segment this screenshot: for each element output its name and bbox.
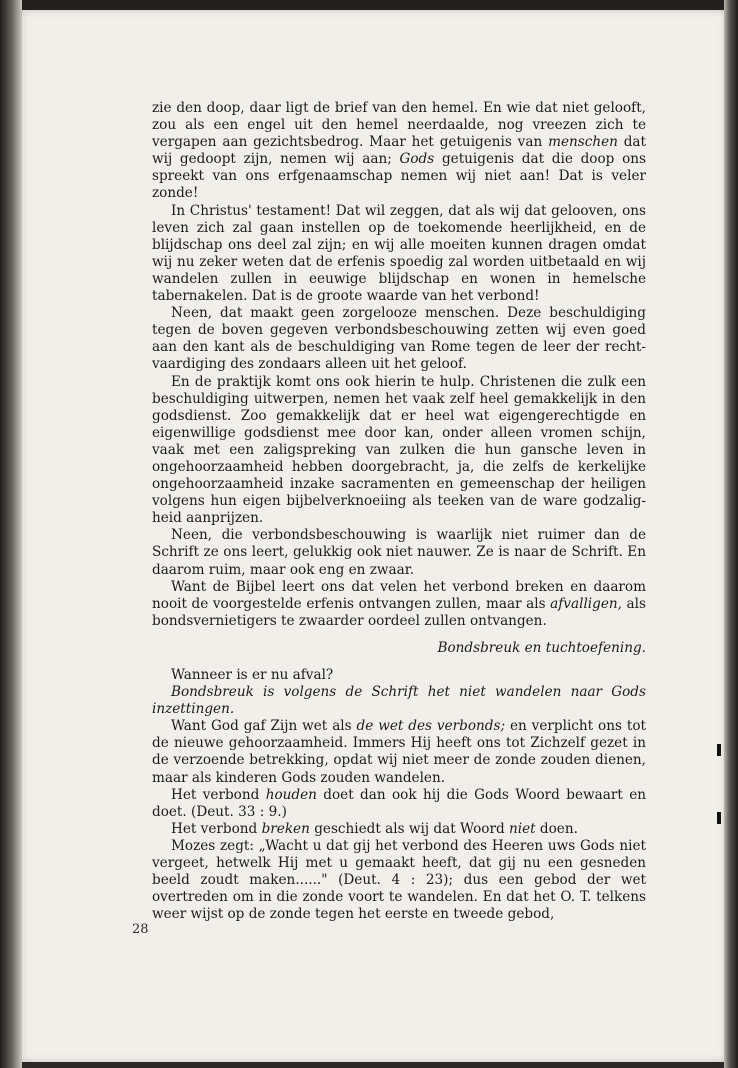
text-segment: Wanneer is er nu afval?: [171, 667, 334, 683]
text-segment: doen.: [535, 820, 578, 837]
scan-right-edge: [724, 0, 738, 1068]
text-segment: Neen, die verbondsbeschouwing is waarlijk niet ruimer dan de Schrift ze ons leert, gelukkig ook niet nauwer. Ze is naar de Schrift. En daarom ruim, maar ook eng en zwaar.: [152, 527, 646, 578]
text-segment: In Christus' testament! Dat wil zeggen, dat als wij dat gelooven, ons leven zich zal gaan instellen op de toekomende heerlijkheid, en de blijdschap ons deel zal zijn; en wij alle moeiten kunnen dragen omdat wij nu zeker weten dat de erfenis spoedig zal worden uitbetaald en wij wandelen zullen in eeuwige blijdschap en wonen in hemelsche tabernakelen. Dat is de groote waarde van het verbond!: [152, 202, 646, 305]
paragraph-p2: [152, 203, 646, 306]
scan-left-edge: [0, 0, 22, 1068]
italic-text: menschen: [548, 134, 618, 151]
text-segment: Want God gaf Zijn wet als: [171, 718, 357, 735]
paragraph-p4: [152, 374, 646, 528]
paragraph-p10: [152, 787, 646, 821]
italic-text: breken: [261, 820, 310, 837]
paragraph-p11: [152, 821, 646, 838]
paragraph-p9: [152, 718, 646, 786]
italic-text: niet: [508, 820, 536, 837]
paragraph-p12: [152, 838, 646, 923]
text-segment: dat wij gedoopt zijn, nemen wij aan;: [152, 134, 647, 168]
text-segment: Neen, dat maakt geen zorgelooze menschen. Deze beschuldiging tegen de boven gegeven verbondsbeschouwing zetten wij even goed aan den kant als de beschuldiging van Rome tegen de leer der recht-vaardiging des zondaars alleen uit het geloof.: [152, 305, 646, 373]
text-segment: en verplicht ons tot de nieuwe gehoorzaamheid. Immers Hij heeft ons tot Zichzelf gezet in de verzoende betrekking, opdat wij niet meer de zonde zouden dienen, maar als kinderen Gods zouden wandelen.: [152, 718, 646, 786]
italic-text: Gods: [399, 151, 435, 168]
paragraph-p5: [152, 527, 646, 578]
italic-text: afvalligen,: [550, 595, 622, 612]
book-page: [14, 10, 726, 1062]
body-text: [152, 100, 646, 923]
italic-text: Bondsbreuk is volgens de Schrift het niet wandelen naar Gods inzettingen.: [152, 684, 646, 718]
text-segment: doet dan ook hij die Gods Woord bewaart en doet. (Deut. 33 : 9.): [152, 786, 646, 820]
scan-top-edge: [0, 0, 738, 10]
paragraph-p1: [152, 100, 646, 203]
text-segment: Het verbond: [171, 820, 262, 837]
margin-mark: [717, 812, 721, 824]
section-heading: Bondsbreuk en tuchtoefening.: [437, 639, 646, 656]
text-segment: getuigenis dat die doop ons spreekt van ons erfgenaamschap nemen wij niet aan! Dat is veler zonde!: [152, 151, 646, 202]
text-segment: zie den doop, daar ligt de brief van den hemel. En wie dat niet gelooft, zou als een engel uit den hemel neerdaalde, nog vreezen zich te vergapen aan gezichtsbedrog. Maar het getuigenis van: [152, 100, 646, 151]
paragraph-p6: [152, 579, 646, 630]
text-segment: En de praktijk komt ons ook hierin te hulp. Christenen die zulk een beschuldiging uitwerpen, nemen het vaak zelf heel gemakkelijk in den godsdienst. Zoo gemakkelijk dat er heel wat eigengerechtigde en eigenwillige godsdienst mee door kan, onder alleen vromen schijn, vaak met een zaligspreking van zulken die hun gansche leven in ongehoorzaamheid hebben doorgebracht, ja, die zelfs de kerkelijke ongehoorzaamheid inzake sacramenten en gemeenschap der heiligen volgens hun eigen bijbelverknoeiing als teeken van de ware godzalig-heid aanprijzen.: [152, 373, 646, 527]
paragraph-p3: [152, 305, 646, 373]
page-number: 28: [132, 922, 149, 937]
text-segment: als bondsvernietigers te zwaarder oordeel zullen ontvangen.: [152, 595, 646, 629]
paragraph-p8: [152, 684, 646, 718]
text-segment: Mozes zegt: „Wacht u dat gij het verbond des Heeren uws Gods niet vergeet, hetwelk Hij met u gemaakt heeft, dat gij nu een gesneden beeld zoudt maken......" (Deut. 4 : 23); dus een gebod der wet overtreden om in die zonde voort te wandelen. En dat het O. T. telkens weer wijst op de zonde tegen het eerste en tweede gebod,: [152, 837, 646, 923]
text-block-after-heading: [152, 667, 646, 923]
text-block-before-heading: [152, 100, 646, 630]
italic-text: de wet des verbonds;: [356, 718, 506, 735]
text-segment: geschiedt als wij dat Woord: [309, 820, 509, 837]
italic-text: houden: [265, 786, 317, 803]
margin-mark: [717, 744, 721, 756]
text-segment: Het verbond: [171, 786, 266, 803]
text-segment: Want de Bijbel leert ons dat velen het verbond breken en daarom nooit de voorgestelde erfenis ontvangen zullen, maar als: [152, 578, 646, 612]
paragraph-p7: [152, 667, 646, 684]
